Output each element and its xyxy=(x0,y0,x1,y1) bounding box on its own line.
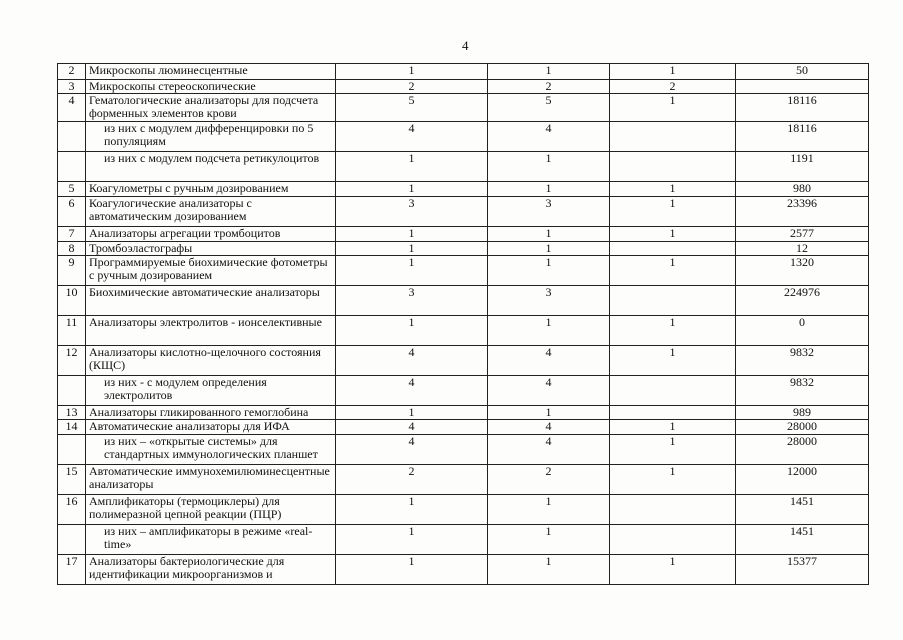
row-number-cell xyxy=(58,435,86,465)
count-cell-2: 1 xyxy=(488,316,610,346)
count-cell-2: 1 xyxy=(488,256,610,286)
count-cell-1: 1 xyxy=(336,227,488,242)
page-number: 4 xyxy=(462,38,469,53)
equipment-name-cell: Автоматические анализаторы для ИФА xyxy=(86,420,336,435)
count-cell-4: 989 xyxy=(736,406,869,420)
count-cell-2: 3 xyxy=(488,197,610,227)
count-cell-1: 4 xyxy=(336,346,488,376)
count-cell-1: 3 xyxy=(336,286,488,316)
count-cell-2: 1 xyxy=(488,64,610,80)
count-cell-4: 0 xyxy=(736,316,869,346)
table-row xyxy=(58,316,869,346)
equipment-name-cell: Автоматические иммунохемилюминесцентные анализаторы xyxy=(86,465,336,495)
count-cell-4: 28000 xyxy=(736,420,869,435)
count-cell-1: 1 xyxy=(336,495,488,525)
count-cell-3: 1 xyxy=(610,256,736,286)
table-row xyxy=(58,525,869,555)
table-row xyxy=(58,465,869,495)
row-number-cell: 16 xyxy=(58,495,86,525)
count-cell-4: 1320 xyxy=(736,256,869,286)
table-row xyxy=(58,256,869,286)
equipment-name-cell: Анализаторы агрегации тромбоцитов xyxy=(86,227,336,242)
count-cell-1: 1 xyxy=(336,152,488,182)
count-cell-1: 1 xyxy=(336,64,488,80)
equipment-name-cell: Биохимические автоматические анализаторы xyxy=(86,286,336,316)
count-cell-1: 5 xyxy=(336,94,488,122)
table-row xyxy=(58,64,869,80)
count-cell-2: 4 xyxy=(488,346,610,376)
count-cell-2: 1 xyxy=(488,406,610,420)
row-number-cell: 9 xyxy=(58,256,86,286)
count-cell-2: 2 xyxy=(488,465,610,495)
count-cell-4: 224976 xyxy=(736,286,869,316)
count-cell-1: 1 xyxy=(336,555,488,585)
row-number-cell: 10 xyxy=(58,286,86,316)
table-row xyxy=(58,495,869,525)
table-row xyxy=(58,555,869,585)
count-cell-1: 4 xyxy=(336,435,488,465)
count-cell-2: 1 xyxy=(488,525,610,555)
count-cell-3 xyxy=(610,152,736,182)
count-cell-3: 1 xyxy=(610,555,736,585)
row-number-cell: 2 xyxy=(58,64,86,80)
count-cell-2: 1 xyxy=(488,152,610,182)
equipment-name-cell: Коагулометры с ручным дозированием xyxy=(86,182,336,197)
count-cell-1: 1 xyxy=(336,256,488,286)
count-cell-3: 1 xyxy=(610,316,736,346)
count-cell-4: 28000 xyxy=(736,435,869,465)
equipment-name-cell: Гематологические анализаторы для подсчета форменных элементов крови xyxy=(86,94,336,122)
equipment-name-cell: Программируемые биохимические фотометры с ручным дозированием xyxy=(86,256,336,286)
row-number-cell: 14 xyxy=(58,420,86,435)
count-cell-1: 1 xyxy=(336,525,488,555)
count-cell-3 xyxy=(610,406,736,420)
count-cell-3: 1 xyxy=(610,435,736,465)
table-row xyxy=(58,122,869,152)
table-row xyxy=(58,182,869,197)
row-number-cell xyxy=(58,152,86,182)
count-cell-4: 9832 xyxy=(736,346,869,376)
equipment-name-cell: из них – амплификаторы в режиме «real-time» xyxy=(86,525,336,555)
row-number-cell: 12 xyxy=(58,346,86,376)
count-cell-3: 1 xyxy=(610,465,736,495)
count-cell-4: 50 xyxy=(736,64,869,80)
equipment-name-cell: из них с модулем дифференцировки по 5 популяциям xyxy=(86,122,336,152)
equipment-name-cell: из них с модулем подсчета ретикулоцитов xyxy=(86,152,336,182)
count-cell-2: 4 xyxy=(488,376,610,406)
count-cell-3 xyxy=(610,242,736,256)
count-cell-4: 9832 xyxy=(736,376,869,406)
count-cell-4: 1451 xyxy=(736,525,869,555)
count-cell-1: 3 xyxy=(336,197,488,227)
row-number-cell: 6 xyxy=(58,197,86,227)
count-cell-1: 1 xyxy=(336,406,488,420)
count-cell-3 xyxy=(610,286,736,316)
count-cell-2: 1 xyxy=(488,495,610,525)
count-cell-2: 4 xyxy=(488,122,610,152)
count-cell-2: 1 xyxy=(488,242,610,256)
row-number-cell: 17 xyxy=(58,555,86,585)
row-number-cell: 15 xyxy=(58,465,86,495)
count-cell-3: 1 xyxy=(610,227,736,242)
count-cell-1: 2 xyxy=(336,465,488,495)
table-row xyxy=(58,420,869,435)
table-row xyxy=(58,286,869,316)
table-row xyxy=(58,94,869,122)
row-number-cell: 4 xyxy=(58,94,86,122)
row-number-cell xyxy=(58,376,86,406)
count-cell-4 xyxy=(736,80,869,94)
equipment-name-cell: Анализаторы электролитов - ионселективные xyxy=(86,316,336,346)
table-row xyxy=(58,227,869,242)
count-cell-3 xyxy=(610,525,736,555)
row-number-cell: 8 xyxy=(58,242,86,256)
table-row xyxy=(58,197,869,227)
equipment-name-cell: Анализаторы гликированного гемоглобина xyxy=(86,406,336,420)
count-cell-4: 15377 xyxy=(736,555,869,585)
count-cell-3: 1 xyxy=(610,420,736,435)
equipment-table xyxy=(57,63,869,585)
count-cell-1: 4 xyxy=(336,420,488,435)
equipment-table-body xyxy=(58,64,869,585)
count-cell-3 xyxy=(610,122,736,152)
count-cell-3 xyxy=(610,495,736,525)
count-cell-1: 4 xyxy=(336,122,488,152)
count-cell-2: 2 xyxy=(488,80,610,94)
row-number-cell: 7 xyxy=(58,227,86,242)
row-number-cell: 5 xyxy=(58,182,86,197)
count-cell-3: 1 xyxy=(610,64,736,80)
count-cell-2: 1 xyxy=(488,555,610,585)
count-cell-2: 1 xyxy=(488,227,610,242)
count-cell-3 xyxy=(610,376,736,406)
count-cell-4: 12000 xyxy=(736,465,869,495)
count-cell-1: 1 xyxy=(336,242,488,256)
count-cell-4: 23396 xyxy=(736,197,869,227)
equipment-name-cell: Микроскопы стереоскопические xyxy=(86,80,336,94)
count-cell-3: 2 xyxy=(610,80,736,94)
equipment-name-cell: из них – «открытые системы» для стандартных иммунологических планшет xyxy=(86,435,336,465)
count-cell-4: 1191 xyxy=(736,152,869,182)
equipment-name-cell: Микроскопы люминесцентные xyxy=(86,64,336,80)
row-number-cell: 11 xyxy=(58,316,86,346)
table-row xyxy=(58,242,869,256)
table-row xyxy=(58,152,869,182)
row-number-cell xyxy=(58,122,86,152)
table-row xyxy=(58,80,869,94)
count-cell-2: 1 xyxy=(488,182,610,197)
count-cell-2: 3 xyxy=(488,286,610,316)
count-cell-4: 1451 xyxy=(736,495,869,525)
row-number-cell xyxy=(58,525,86,555)
count-cell-3: 1 xyxy=(610,197,736,227)
table-row xyxy=(58,435,869,465)
equipment-name-cell: Коагулогические анализаторы с автоматическим дозированием xyxy=(86,197,336,227)
count-cell-3: 1 xyxy=(610,346,736,376)
count-cell-4: 2577 xyxy=(736,227,869,242)
count-cell-2: 5 xyxy=(488,94,610,122)
count-cell-4: 18116 xyxy=(736,122,869,152)
count-cell-4: 18116 xyxy=(736,94,869,122)
count-cell-3: 1 xyxy=(610,94,736,122)
equipment-name-cell: из них - с модулем определения электролитов xyxy=(86,376,336,406)
count-cell-2: 4 xyxy=(488,420,610,435)
count-cell-1: 4 xyxy=(336,376,488,406)
table-row xyxy=(58,346,869,376)
equipment-name-cell: Амплификаторы (термоциклеры) для полимеразной цепной реакции (ПЦР) xyxy=(86,495,336,525)
count-cell-2: 4 xyxy=(488,435,610,465)
count-cell-1: 1 xyxy=(336,182,488,197)
equipment-name-cell: Анализаторы кислотно-щелочного состояния (КЩС) xyxy=(86,346,336,376)
count-cell-1: 2 xyxy=(336,80,488,94)
row-number-cell: 13 xyxy=(58,406,86,420)
count-cell-1: 1 xyxy=(336,316,488,346)
equipment-name-cell: Тромбоэластографы xyxy=(86,242,336,256)
count-cell-4: 980 xyxy=(736,182,869,197)
count-cell-4: 12 xyxy=(736,242,869,256)
row-number-cell: 3 xyxy=(58,80,86,94)
table-row xyxy=(58,376,869,406)
count-cell-3: 1 xyxy=(610,182,736,197)
equipment-name-cell: Анализаторы бактериологические для идентификации микроорганизмов и xyxy=(86,555,336,585)
table-row xyxy=(58,406,869,420)
